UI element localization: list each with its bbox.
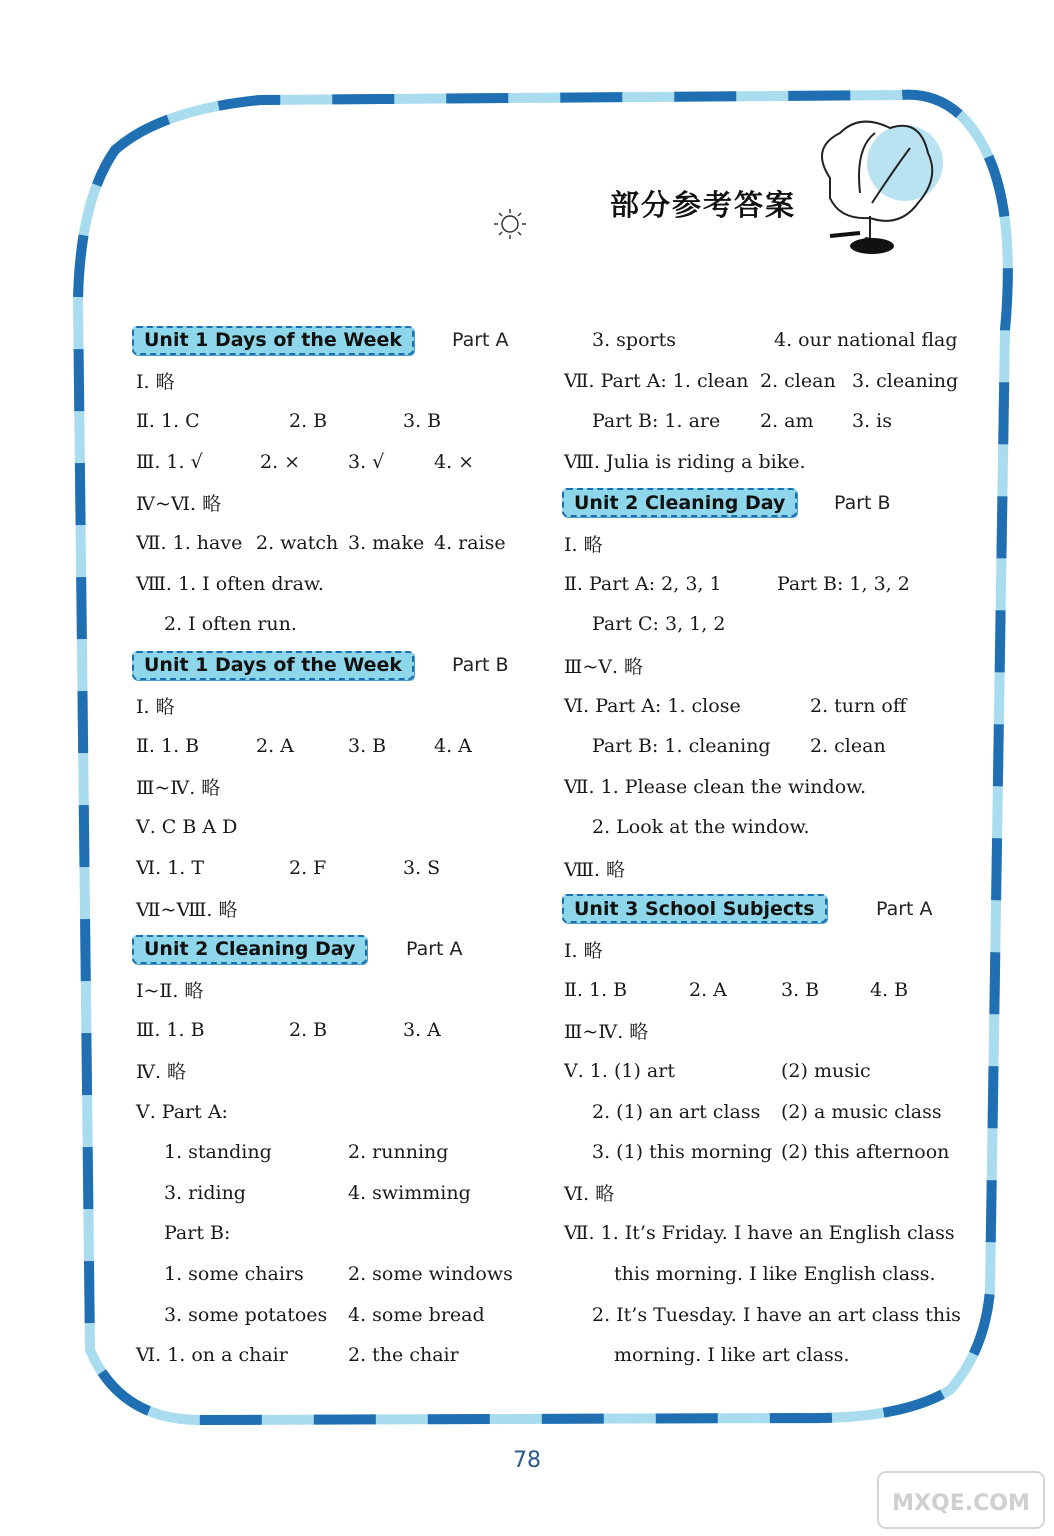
answer-row xyxy=(562,807,962,848)
answer-text: 4. × xyxy=(434,451,475,474)
answer-row xyxy=(562,645,962,686)
answer-row xyxy=(132,1294,527,1335)
answer-row xyxy=(132,1132,527,1173)
answer-row xyxy=(132,1010,527,1051)
answer-text: 2. the chair xyxy=(348,1344,459,1367)
answer-text: (2) music xyxy=(781,1059,871,1082)
unit-badge: Unit 1 Days of the Week xyxy=(132,326,414,355)
answer-text: 2. running xyxy=(348,1141,449,1164)
answer-text: 3. S xyxy=(403,857,441,880)
unit-badge: Unit 1 Days of the Week xyxy=(132,651,414,680)
answer-row xyxy=(132,767,527,808)
answer-text: 4. A xyxy=(434,735,472,758)
answer-row xyxy=(132,726,527,767)
left-column xyxy=(132,320,527,1375)
answer-text: 2. B xyxy=(289,410,328,433)
answer-text: Ⅲ~Ⅳ. 略 xyxy=(136,777,221,800)
answer-row xyxy=(562,1010,962,1051)
answer-row xyxy=(562,726,962,767)
answer-text: 3. B xyxy=(403,410,442,433)
answer-text: 4. our national flag xyxy=(774,329,958,352)
answer-text: 2. am xyxy=(760,410,814,433)
answer-text: 3. make xyxy=(348,532,425,555)
answer-text: 3. (1) this morning xyxy=(592,1141,773,1164)
answer-row xyxy=(562,848,962,889)
answer-text: morning. I like art class. xyxy=(614,1344,850,1367)
part-label: Part A xyxy=(876,897,933,920)
answer-row xyxy=(562,361,962,402)
answer-text: 4. B xyxy=(870,978,909,1001)
answer-row xyxy=(562,685,962,726)
answer-text: 1. some chairs xyxy=(164,1262,304,1285)
answer-text: 2. clean xyxy=(760,369,836,392)
answer-text: this morning. I like English class. xyxy=(614,1262,936,1285)
part-label: Part A xyxy=(406,938,463,961)
answer-text: 4. some bread xyxy=(348,1303,485,1326)
section-header xyxy=(562,888,962,929)
answer-text: Ⅴ. C B A D xyxy=(136,816,238,839)
answer-text: Ⅲ~Ⅴ. 略 xyxy=(564,655,644,678)
answer-text: Part B: 1. cleaning xyxy=(592,735,771,758)
answer-text: 3. B xyxy=(348,735,387,758)
answer-text: Ⅰ. 略 xyxy=(136,696,175,719)
answer-text: 3. B xyxy=(781,978,820,1001)
answer-text: 3. some potatoes xyxy=(164,1303,328,1326)
answer-text: 2. A xyxy=(256,735,294,758)
answer-text: Ⅱ. 1. B xyxy=(564,978,628,1001)
answer-row xyxy=(132,1051,527,1092)
answer-text: Ⅰ. 略 xyxy=(564,533,603,556)
answer-row xyxy=(132,401,527,442)
answer-text: Ⅷ. Julia is riding a bike. xyxy=(564,451,806,474)
part-label: Part B xyxy=(452,654,509,677)
unit-badge: Unit 2 Cleaning Day xyxy=(562,488,797,517)
answer-row xyxy=(562,442,962,483)
watermark-text: MXQE.COM xyxy=(892,1491,1030,1516)
answer-row xyxy=(562,1051,962,1092)
answer-row xyxy=(562,1213,962,1254)
answer-text: 3. √ xyxy=(348,451,385,474)
sun-ornament-icon xyxy=(490,207,530,241)
answer-text: Ⅷ. 1. I often draw. xyxy=(136,572,324,595)
answer-row xyxy=(562,929,962,970)
answer-text: Part B: xyxy=(164,1222,231,1245)
answer-text: 2. clean xyxy=(810,735,886,758)
answer-text: 2. × xyxy=(260,451,301,474)
answer-row xyxy=(562,1132,962,1173)
section-header xyxy=(562,482,962,523)
answer-text: 2. some windows xyxy=(348,1262,513,1285)
answer-row xyxy=(132,848,527,889)
answer-row xyxy=(562,1335,962,1376)
answer-text: 3. A xyxy=(403,1019,441,1042)
answer-text: Ⅲ. 1. B xyxy=(136,1019,205,1042)
answer-text: 3. sports xyxy=(592,329,676,352)
answer-row xyxy=(562,767,962,808)
answer-text: Ⅶ. 1. It’s Friday. I have an English class xyxy=(564,1222,955,1245)
answer-text: (2) this afternoon xyxy=(781,1141,950,1164)
answer-row xyxy=(132,888,527,929)
answer-row xyxy=(562,1254,962,1295)
answer-row xyxy=(132,1172,527,1213)
answer-text: Ⅰ~Ⅱ. 略 xyxy=(136,980,204,1003)
answer-row xyxy=(132,807,527,848)
answer-text: 2. watch xyxy=(256,532,339,555)
answer-row xyxy=(562,523,962,564)
part-label: Part A xyxy=(452,329,509,352)
page-title: 部分参考答案 xyxy=(610,188,797,222)
unit-badge: Unit 3 School Subjects xyxy=(562,894,827,923)
answer-row xyxy=(132,523,527,564)
answer-text: Ⅷ. 略 xyxy=(564,858,626,881)
watermark-logo xyxy=(876,1470,1046,1530)
answer-text: 2. F xyxy=(289,857,327,880)
answer-row xyxy=(132,361,527,402)
answer-row xyxy=(132,442,527,483)
answer-row xyxy=(562,1294,962,1335)
answer-row xyxy=(562,604,962,645)
section-header xyxy=(132,645,527,686)
answer-text: (2) a music class xyxy=(781,1100,942,1123)
answer-text: Part B: 1, 3, 2 xyxy=(777,572,910,595)
answer-row xyxy=(562,1091,962,1132)
answer-text: Part B: 1. are xyxy=(592,410,721,433)
answer-text: Ⅱ. 1. B xyxy=(136,735,200,758)
answer-text: Ⅴ. 1. (1) art xyxy=(564,1059,675,1082)
answer-text: 3. is xyxy=(852,410,892,433)
answer-text: 3. cleaning xyxy=(852,369,959,392)
page-number: 78 xyxy=(513,1448,541,1473)
answer-text: 2. A xyxy=(689,978,727,1001)
answer-text: 3. riding xyxy=(164,1181,246,1204)
answer-text: Ⅶ. 1. have xyxy=(136,532,243,555)
answer-row xyxy=(132,1213,527,1254)
answer-text: Ⅳ. 略 xyxy=(136,1061,187,1084)
unit-badge: Unit 2 Cleaning Day xyxy=(132,935,367,964)
answer-row xyxy=(562,320,962,361)
answer-text: Ⅵ. 略 xyxy=(564,1183,615,1206)
answer-text: 2. Look at the window. xyxy=(592,816,810,839)
answer-text: Ⅵ. Part A: 1. close xyxy=(564,694,741,717)
answer-row xyxy=(132,604,527,645)
answer-row xyxy=(132,482,527,523)
answer-text: Ⅲ. 1. √ xyxy=(136,451,203,474)
answer-text: 2. It’s Tuesday. I have an art class this xyxy=(592,1303,961,1326)
answer-text: Ⅶ~Ⅷ. 略 xyxy=(136,899,238,922)
answer-text: Ⅱ. Part A: 2, 3, 1 xyxy=(564,572,722,595)
answer-text: 4. raise xyxy=(434,532,506,555)
answer-row xyxy=(132,1091,527,1132)
answer-text: Ⅰ. 略 xyxy=(136,371,175,394)
answer-text: Ⅴ. Part A: xyxy=(136,1100,228,1123)
answer-text: Ⅵ. 1. on a chair xyxy=(136,1344,288,1367)
answer-text: Ⅵ. 1. T xyxy=(136,857,205,880)
answer-row xyxy=(562,401,962,442)
answer-text: Ⅶ. Part A: 1. clean xyxy=(564,369,749,392)
answer-text: 2. turn off xyxy=(810,694,907,717)
answer-row xyxy=(132,970,527,1011)
answer-text: 2. B xyxy=(289,1019,328,1042)
answer-text: Ⅰ. 略 xyxy=(564,939,603,962)
answer-text: 2. (1) an art class xyxy=(592,1100,761,1123)
answer-row xyxy=(132,1254,527,1295)
section-header xyxy=(132,320,527,361)
answer-text: Ⅶ. 1. Please clean the window. xyxy=(564,775,867,798)
answer-text: 4. swimming xyxy=(348,1181,471,1204)
tree-illustration xyxy=(800,108,950,258)
answer-text: Ⅳ~Ⅵ. 略 xyxy=(136,493,222,516)
answer-row xyxy=(562,970,962,1011)
answer-row xyxy=(132,685,527,726)
right-column xyxy=(562,320,962,1375)
answer-text: 1. standing xyxy=(164,1141,272,1164)
answer-row xyxy=(132,1335,527,1376)
answer-row xyxy=(132,564,527,605)
section-header xyxy=(132,929,527,970)
answer-text: Ⅲ~Ⅳ. 略 xyxy=(564,1020,649,1043)
answer-text: 2. I often run. xyxy=(164,613,297,636)
answer-row xyxy=(562,564,962,605)
answer-text: Part C: 3, 1, 2 xyxy=(592,613,726,636)
answer-row xyxy=(562,1172,962,1213)
answer-text: Ⅱ. 1. C xyxy=(136,410,200,433)
part-label: Part B xyxy=(834,491,891,514)
